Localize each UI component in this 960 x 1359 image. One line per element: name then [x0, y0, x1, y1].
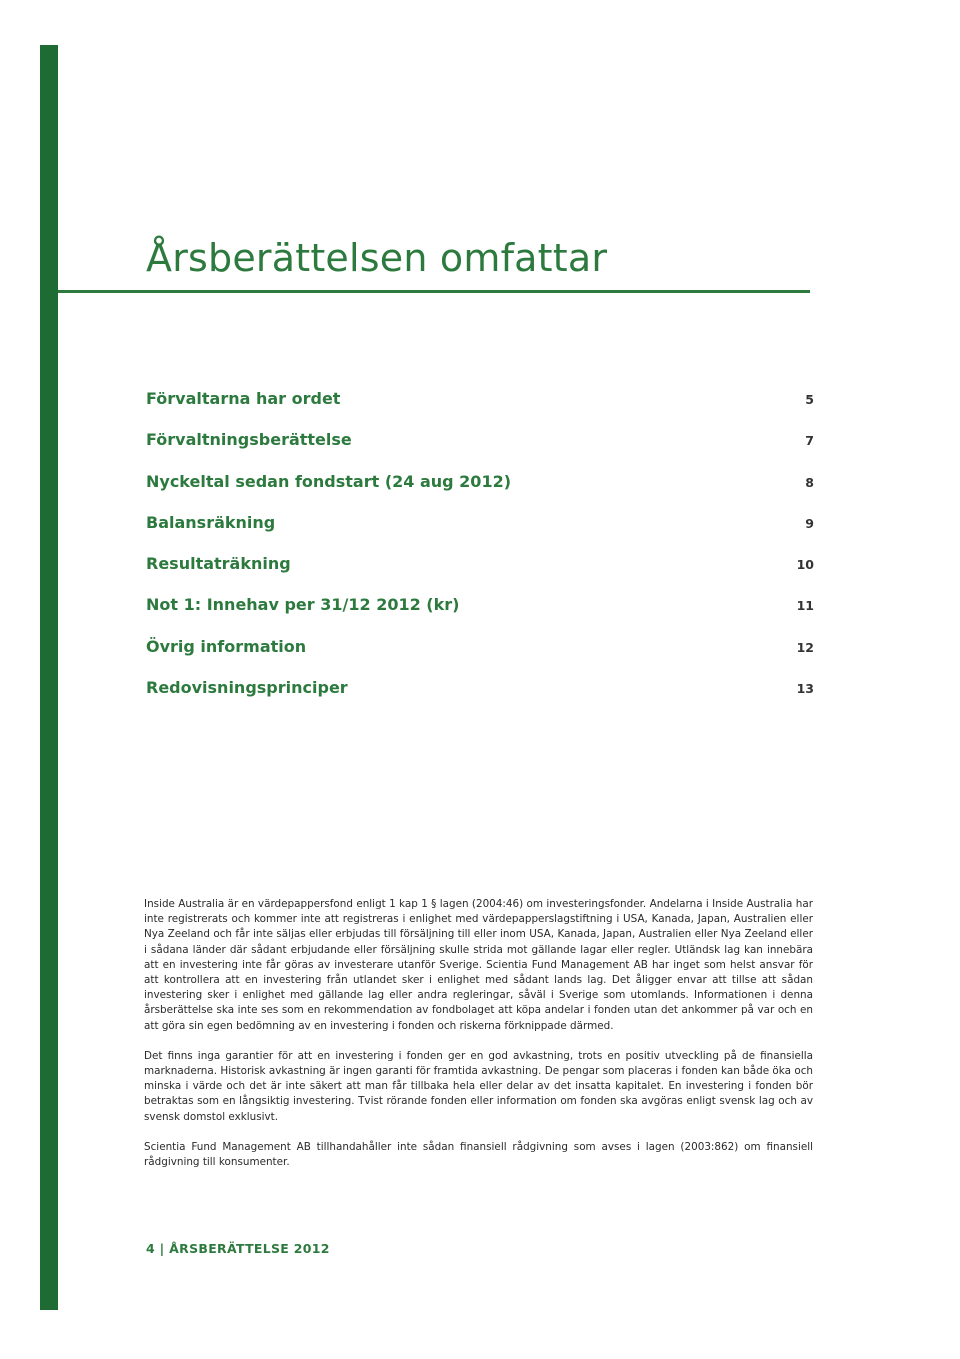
toc-item-label: Redovisningsprinciper [146, 678, 348, 698]
disclaimer-paragraph: Inside Australia är en värdepappersfond enligt 1 kap 1 § lagen (2004:46) om investeringsfonder. Andelarna i Inside Australia har inte registrerats och kommer inte att registreras i enlighet med värdepapperslagstiftning i USA, Kanada, Japan, Australien eller Nya Zeeland och får inte säljas eller erbjudas till försäljning till eller inom USA, Kanada, Japan, Australien eller Nya Zeeland eller i sådana länder där sådant erbjudande eller försäljning skulle strida mot gällande lagar eller regler. Utländsk lag kan innebära att en investering inte får göras av investerare utanför Sverige. Scientia Fund Management AB har inget som helst ansvar för att kontrollera att en investering från utlandet sker i enlighet med sådant lands lag. Det åligger envar att tillse att sådan investering sker i enlighet med gällande lag eller andra regleringar, såväl i Sverige som utomlands. Informationen i denna årsberättelse ska inte ses som en rekommendation av fondbolaget att köpa andelar i fonden utan det ankommer på var och en att göra sin egen bedömning av en investering i fonden och riskerna förknippade därmed. [144, 898, 813, 1032]
toc-item-page: 12 [796, 639, 814, 655]
toc-item[interactable] [146, 472, 814, 513]
toc-item-page: 5 [805, 392, 814, 407]
toc-item-page: 7 [805, 433, 814, 449]
toc-item-label: Balansräkning [146, 512, 276, 532]
toc-item-label: Nyckeltal sedan fondstart (24 aug 2012) [146, 471, 512, 491]
side-accent-bar [40, 45, 58, 1310]
toc-item[interactable] [146, 513, 814, 554]
toc-item-label: Not 1: Innehav per 31/12 2012 (kr) [146, 595, 460, 615]
toc-item-page: 8 [805, 474, 814, 490]
table-of-contents [146, 389, 814, 719]
toc-item[interactable] [146, 595, 814, 636]
toc-item-label: Förvaltningsberättelse [146, 430, 352, 450]
title-divider [58, 290, 810, 293]
toc-item-label: Förvaltarna har ordet [146, 389, 341, 408]
toc-item-label: Övrig information [146, 636, 307, 656]
disclaimer-text [144, 897, 813, 1185]
disclaimer-paragraph: Scientia Fund Management AB tillhandahåller inte sådan finansiell rådgivning som avses i lagen (2003:862) om finansiell rådgivning till konsumenter. [144, 1140, 813, 1169]
toc-item[interactable] [146, 554, 814, 595]
toc-item[interactable] [146, 678, 814, 719]
toc-item[interactable] [146, 389, 814, 430]
page-title: Årsberättelsen omfattar [146, 236, 608, 280]
toc-item-page: 13 [796, 681, 814, 697]
toc-item[interactable] [146, 637, 814, 678]
disclaimer-paragraph: Det finns inga garantier för att en investering i fonden ger en god avkastning, trots en positiv utveckling på de finansiella marknaderna. Historisk avkastning är ingen garanti för framtida avkastning. De pengar som placeras i fonden kan både öka och minska i värde och det är inte säkert att man får tillbaka hela eller delar av det insatta kapitalet. En investering i fonden bör betraktas som en långsiktig investering. Tvist rörande fonden eller information om fonden ska avgöras enligt svensk lag och av svensk domstol exklusivt. [144, 1049, 813, 1123]
toc-item-label: Resultaträkning [146, 554, 291, 574]
page-footer: 4 | ÅRSBERÄTTELSE 2012 [146, 1241, 330, 1256]
toc-item[interactable] [146, 430, 814, 471]
toc-item-page: 11 [796, 598, 814, 614]
toc-item-page: 9 [805, 515, 814, 531]
toc-item-page: 10 [796, 557, 814, 573]
